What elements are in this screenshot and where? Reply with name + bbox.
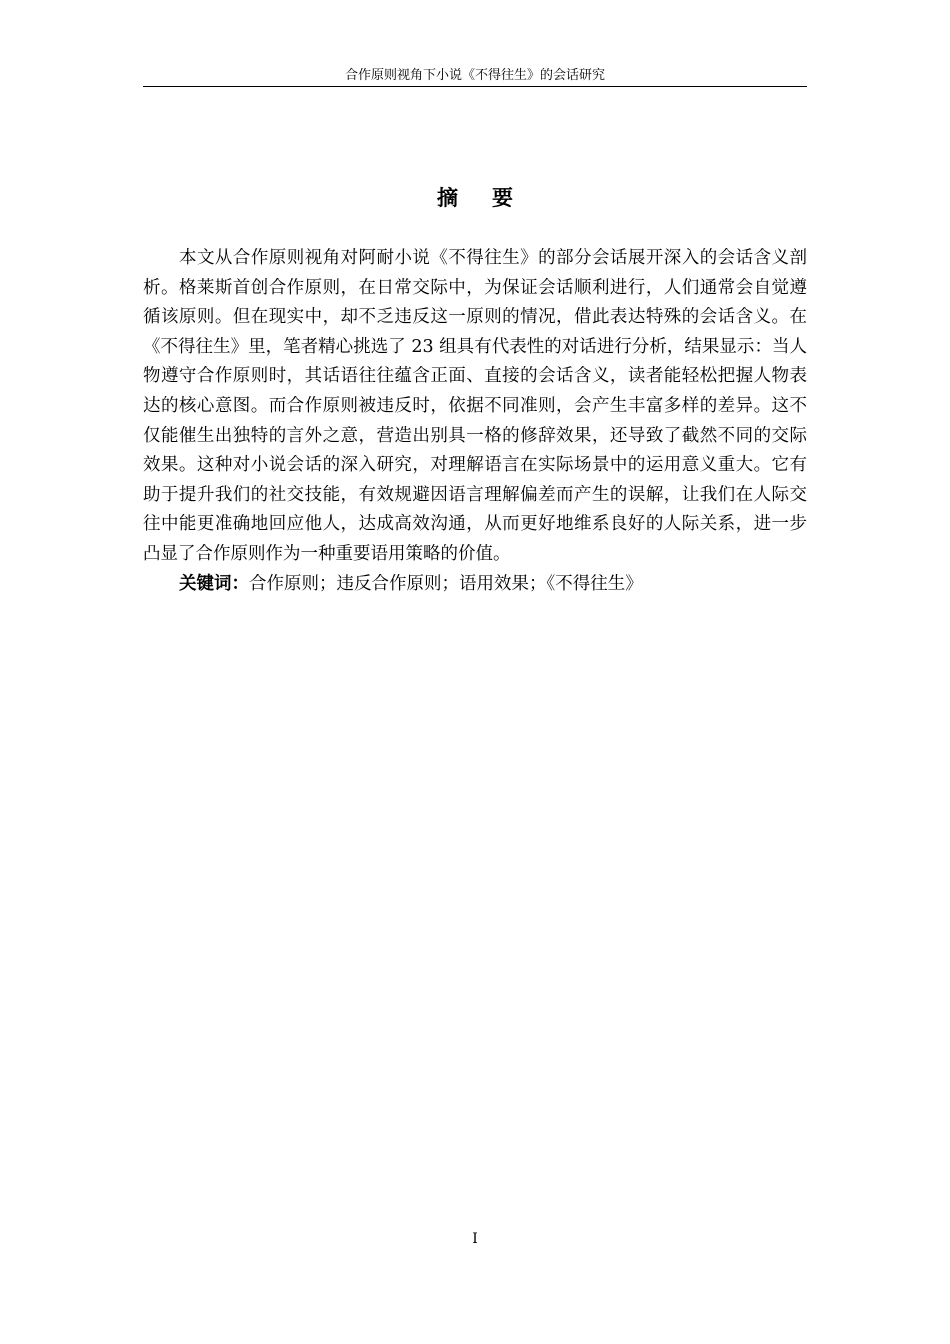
page-number: I bbox=[472, 1231, 478, 1247]
running-header: 合作原则视角下小说《不得往生》的会话研究 bbox=[143, 66, 807, 87]
abstract-title: 摘要 bbox=[437, 186, 547, 210]
abstract-paragraph: 本文从合作原则视角对阿耐小说《不得往生》的部分会话展开深入的会话含义剖析。格莱斯首创合作原则，在日常交际中，为保证会话顺利进行，人们通常会自觉遵循该原则。但在现实中，却不乏违反这一原则的情况，借此表达特殊的会话含义。在《不得往生》里，笔者精心挑选了 23 组具有代表性的对话进行分析，结果显示：当人物遵守合作原则时，其话语往往蕴含正面、直接的会话含义，读者能轻松把握人物表达的核心意图。而合作原则被违反时，依据不同准则，会产生丰富多样的差异。这不仅能催生出独特的言外之意，营造出别具一格的修辞效果，还导致了截然不同的交际效果。这种对小说会话的深入研究，对理解语言在实际场景中的运用意义重大。它有助于提升我们的社交技能，有效规避因语言理解偏差而产生的误解，让我们在人际交往中能更准确地回应他人，达成高效沟通，从而更好地维系良好的人际关系，进一步凸显了合作原则作为一种重要语用策略的价值。 bbox=[143, 248, 807, 564]
keywords-label: 关键词： bbox=[179, 573, 249, 594]
keywords-list: 合作原则；违反合作原则；语用效果；《不得往生》 bbox=[249, 573, 643, 594]
abstract-body bbox=[143, 244, 807, 599]
keywords-line bbox=[143, 570, 807, 600]
